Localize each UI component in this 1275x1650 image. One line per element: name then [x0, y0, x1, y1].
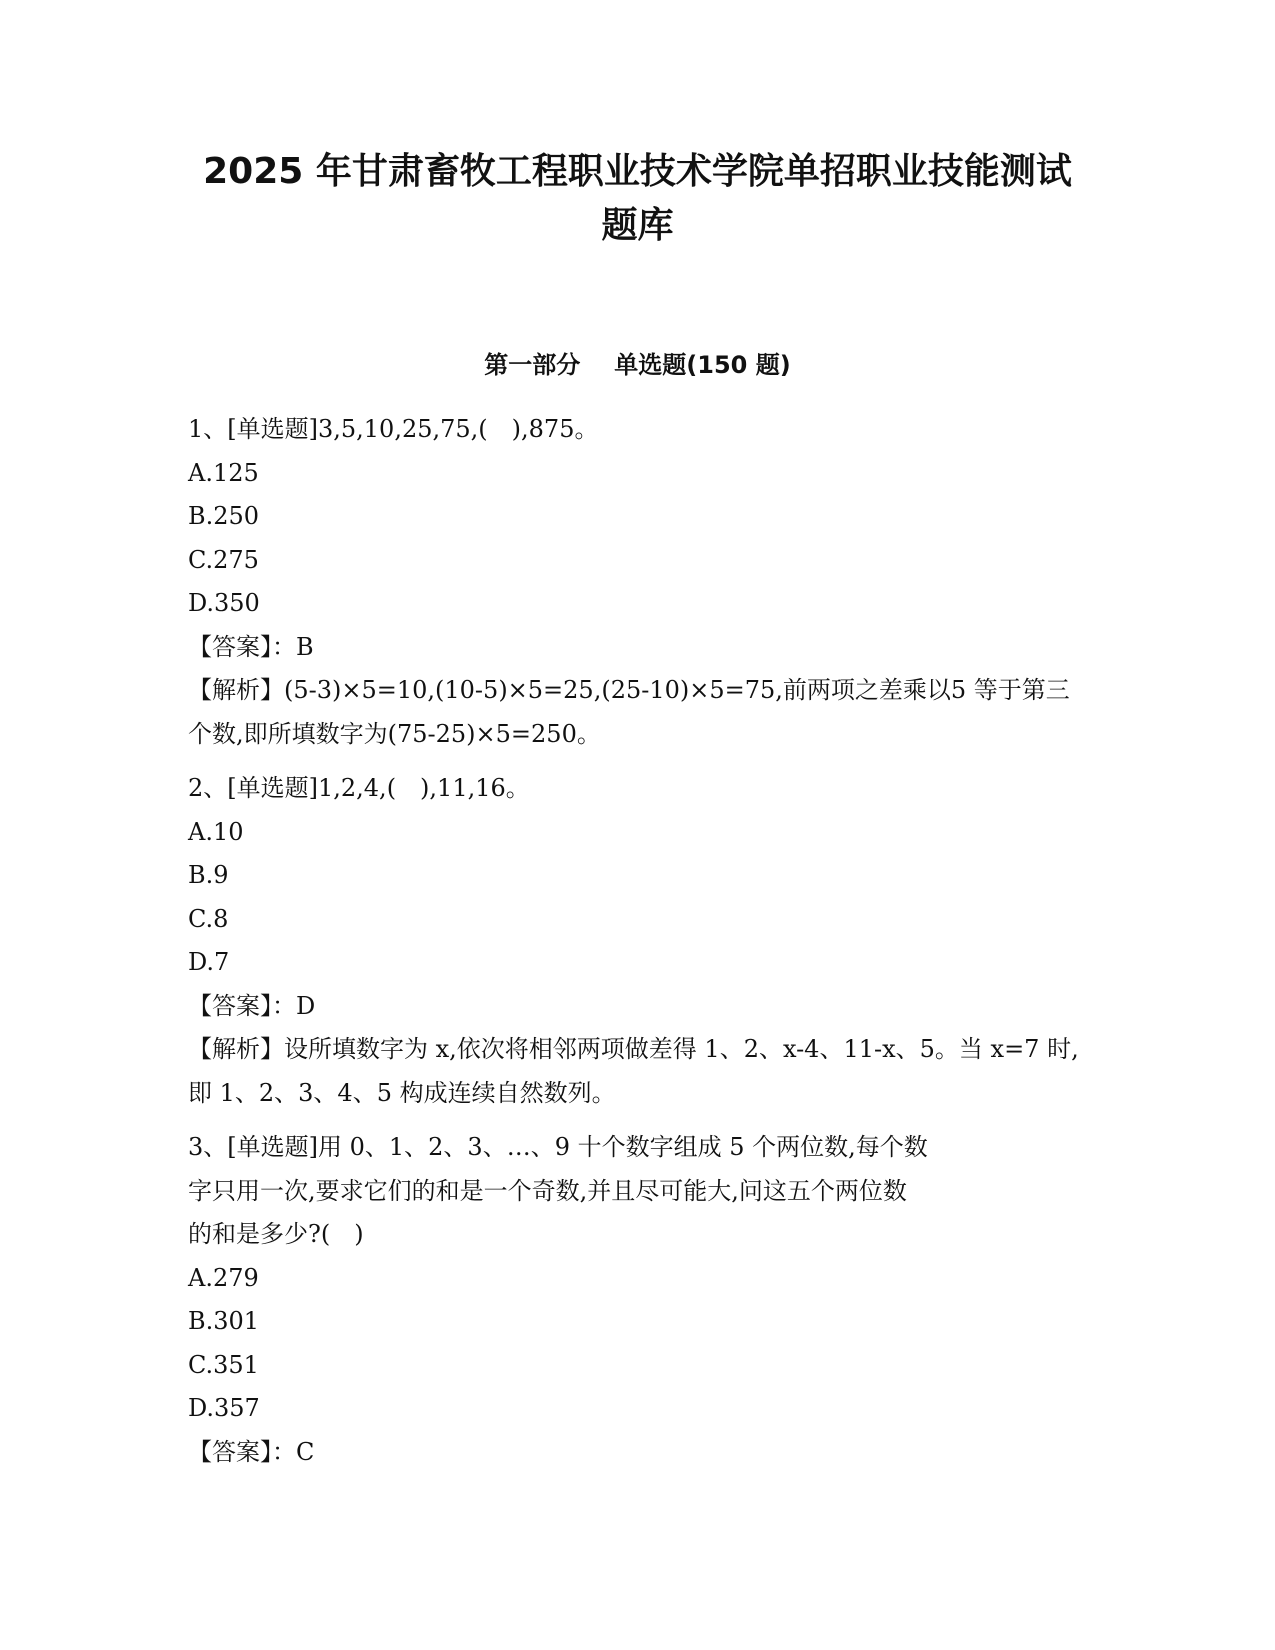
question-list — [188, 408, 1088, 1485]
section-part: 第一部分 — [484, 351, 581, 379]
question-1 — [188, 408, 1088, 756]
answer-value: B — [296, 632, 314, 661]
analysis-label: 【解析】 — [188, 676, 284, 704]
option-c: C.8 — [188, 904, 229, 933]
document-title — [150, 145, 1125, 253]
analysis-label: 【解析】 — [188, 1035, 284, 1063]
answer-row — [188, 626, 1088, 670]
analysis-row — [188, 669, 1088, 756]
section-name: 单选题(150 题) — [614, 351, 791, 379]
question-3 — [188, 1126, 1088, 1474]
question-2 — [188, 767, 1088, 1115]
question-stem-line-2: 字只用一次,要求它们的和是一个奇数,并且尽可能大,问这五个两位数 — [188, 1176, 907, 1205]
option-c: C.351 — [188, 1350, 259, 1379]
option-b: B.250 — [188, 502, 260, 530]
question-stem-line-3: 的和是多少?( ) — [188, 1220, 364, 1248]
analysis-row — [188, 1028, 1088, 1115]
document-title-line-2: 题库 — [601, 205, 674, 246]
option-d: D.357 — [188, 1394, 260, 1422]
analysis-text: 设所填数字为 x,依次将相邻两项做差得 1、2、x-4、11-x、5。当 x=7 时,即 1、2、3、4、5 构成连续自然数列。 — [188, 1035, 1079, 1107]
answer-label: 【答案】： — [188, 991, 296, 1020]
question-stem: 2、[单选题]1,2,4,( ),11,16。 — [188, 774, 530, 802]
option-c: C.275 — [188, 545, 259, 574]
question-stem: 1、[单选题]3,5,10,25,75,( ),875。 — [188, 415, 599, 443]
option-a: A.10 — [188, 817, 244, 846]
analysis-text: (5-3)×5=10,(10-5)×5=25,(25-10)×5=75,前两项之差乘以5 等于第三个数,即所填数字为(75-25)×5=250。 — [188, 676, 1070, 748]
answer-value: C — [296, 1437, 315, 1466]
answer-value: D — [296, 991, 316, 1020]
option-a: A.125 — [188, 458, 259, 487]
section-heading — [150, 348, 1125, 382]
option-d: D.7 — [188, 948, 230, 976]
option-a: A.279 — [188, 1263, 259, 1292]
answer-row — [188, 1431, 1088, 1475]
answer-row — [188, 985, 1088, 1029]
option-d: D.350 — [188, 589, 260, 617]
option-b: B.301 — [188, 1307, 260, 1335]
answer-label: 【答案】： — [188, 1437, 296, 1466]
option-b: B.9 — [188, 861, 229, 889]
answer-label: 【答案】： — [188, 632, 296, 661]
document-title-line-1: 2025 年甘肃畜牧工程职业技术学院单招职业技能测试 — [203, 151, 1072, 192]
question-stem-line-1: 3、[单选题]用 0、1、2、3、…、9 十个数字组成 5 个两位数,每个数 — [188, 1133, 928, 1161]
